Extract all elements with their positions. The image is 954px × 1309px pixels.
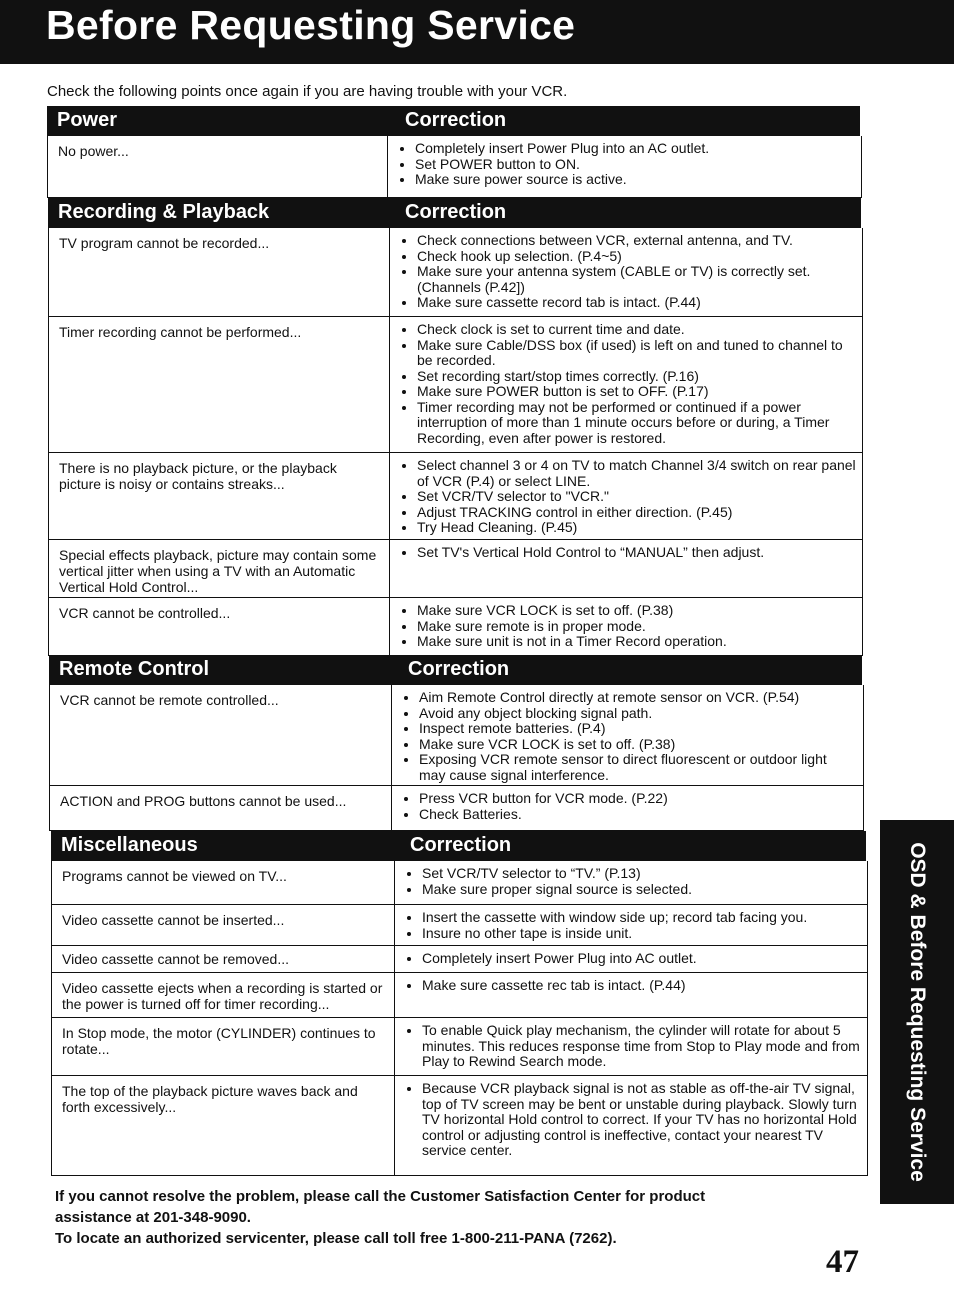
correction-cell xyxy=(395,1076,867,1175)
problem-text: There is no playback picture, or the playback picture is noisy or contains streaks... xyxy=(49,453,390,539)
problem-text: Video cassette cannot be inserted... xyxy=(52,905,395,945)
correction-cell xyxy=(392,786,863,830)
table-row xyxy=(49,453,862,540)
section-heading-bar xyxy=(48,198,861,228)
section-heading-bar xyxy=(51,831,866,861)
correction-item: • Check Batteries. xyxy=(419,807,857,823)
correction-item: • Set recording start/stop times correctly. (P.16) xyxy=(417,369,856,385)
correction-item: • Adjust TRACKING control in either direction. (P.45) xyxy=(417,505,856,521)
problem-text: The top of the playback picture waves back and forth excessively... xyxy=(52,1076,395,1175)
correction-item: • Insure no other tape is inside unit. xyxy=(422,926,861,942)
correction-heading: Correction xyxy=(405,109,507,131)
table-row xyxy=(52,861,867,905)
table-row xyxy=(52,1076,867,1176)
correction-item: • To enable Quick play mechanism, the cylinder will rotate for about 5 minutes. This reduces response time from Stop to Play mode and from Play to Rewind Search mode. xyxy=(422,1023,861,1070)
correction-item: • Make sure VCR LOCK is set to off. (P.38) xyxy=(419,737,857,753)
problem-text: Video cassette cannot be removed... xyxy=(52,946,395,972)
troubleshoot-table xyxy=(47,136,862,198)
table-row xyxy=(52,905,867,946)
table-row xyxy=(50,685,863,786)
correction-cell xyxy=(390,228,862,316)
page-header xyxy=(0,0,954,64)
correction-item: • Make sure your antenna system (CABLE or TV) is correctly set. (Channels (P.42]) xyxy=(417,264,856,295)
correction-cell xyxy=(390,540,862,597)
problem-text: Timer recording cannot be performed... xyxy=(49,317,390,452)
correction-cell xyxy=(390,598,862,655)
footer-notice xyxy=(55,1186,755,1249)
correction-item: • Aim Remote Control directly at remote sensor on VCR. (P.54) xyxy=(419,690,857,706)
table-row xyxy=(48,136,861,198)
table-row xyxy=(52,946,867,973)
correction-item: • Exposing VCR remote sensor to direct fluorescent or outdoor light may cause signal interference. xyxy=(419,752,857,783)
section-heading: Remote Control xyxy=(59,658,209,680)
chapter-side-tab xyxy=(880,820,954,1204)
problem-text: VCR cannot be controlled... xyxy=(49,598,390,655)
table-row xyxy=(52,973,867,1018)
table-row xyxy=(49,317,862,453)
table-row xyxy=(49,228,862,317)
problem-text: VCR cannot be remote controlled... xyxy=(50,685,392,785)
table-row xyxy=(50,786,863,831)
section-heading: Power xyxy=(57,109,118,131)
correction-item: • Make sure Cable/DSS box (if used) is left on and tuned to channel to be recorded. xyxy=(417,338,856,369)
section-heading-bar xyxy=(47,106,860,136)
table-row xyxy=(49,598,862,656)
problem-text: No power... xyxy=(48,136,388,197)
correction-item: • Make sure VCR LOCK is set to off. (P.38) xyxy=(417,603,856,619)
intro-text: Check the following points once again if you are having trouble with your VCR. xyxy=(47,83,568,100)
problem-text: Special effects playback, picture may contain some vertical jitter when using a TV with an Automatic Vertical Hold Control... xyxy=(49,540,390,597)
correction-cell xyxy=(395,973,867,1017)
troubleshoot-table xyxy=(48,228,863,656)
correction-heading: Correction xyxy=(405,201,507,223)
correction-cell xyxy=(395,861,867,904)
section-heading: Recording & Playback xyxy=(58,201,270,223)
correction-item: • Set VCR/TV selector to “TV.” (P.13) xyxy=(422,866,861,882)
troubleshoot-table xyxy=(49,685,864,831)
correction-item: • Completely insert Power Plug into an AC outlet. xyxy=(415,141,855,157)
correction-cell xyxy=(392,685,863,785)
correction-item: • Set TV's Vertical Hold Control to “MANUAL” then adjust. xyxy=(417,545,856,561)
correction-cell xyxy=(395,1018,867,1075)
page-title: Before Requesting Service xyxy=(46,2,576,48)
correction-cell xyxy=(390,453,862,539)
correction-item: • Set VCR/TV selector to "VCR." xyxy=(417,489,856,505)
correction-item: • Make sure proper signal source is selected. xyxy=(422,882,861,898)
correction-cell xyxy=(395,905,867,945)
correction-item: • Inspect remote batteries. (P.4) xyxy=(419,721,857,737)
correction-item: • Set POWER button to ON. xyxy=(415,157,855,173)
correction-item: • Completely insert Power Plug into AC outlet. xyxy=(422,951,861,967)
correction-item: • Try Head Cleaning. (P.45) xyxy=(417,520,856,536)
correction-item: • Check clock is set to current time and date. xyxy=(417,322,856,338)
section-heading: Miscellaneous xyxy=(61,834,198,856)
correction-item: • Because VCR playback signal is not as stable as off-the-air TV signal, top of TV screen may be bent or unstable during playback. Slowly turn TV horizontal Hold control to correct. If your TV has no horizontal Hold control or adjusting control is ineffective, contact your nearest TV service center. xyxy=(422,1081,861,1159)
problem-text: TV program cannot be recorded... xyxy=(49,228,390,316)
correction-item: • Make sure remote is in proper mode. xyxy=(417,619,856,635)
correction-item: • Check connections between VCR, external antenna, and TV. xyxy=(417,233,856,249)
table-row xyxy=(52,1018,867,1076)
problem-text: In Stop mode, the motor (CYLINDER) continues to rotate... xyxy=(52,1018,395,1075)
correction-cell xyxy=(390,317,862,452)
chapter-tab-label: OSD & Before Requesting Service xyxy=(906,842,929,1182)
correction-cell xyxy=(395,946,867,972)
footer-line-1: If you cannot resolve the problem, please call the Customer Satisfaction Center for product assistance at 201-348-9090. xyxy=(55,1188,706,1226)
section-heading-bar xyxy=(49,655,862,685)
correction-heading: Correction xyxy=(408,658,510,680)
correction-item: • Make sure power source is active. xyxy=(415,172,855,188)
correction-cell xyxy=(388,136,861,197)
correction-item: • Make sure POWER button is set to OFF. (P.17) xyxy=(417,384,856,400)
correction-item: • Press VCR button for VCR mode. (P.22) xyxy=(419,791,857,807)
footer-line-2: To locate an authorized servicenter, please call toll free 1-800-211-PANA (7262). xyxy=(55,1230,617,1247)
correction-item: • Insert the cassette with window side up; record tab facing you. xyxy=(422,910,861,926)
problem-text: Programs cannot be viewed on TV... xyxy=(52,861,395,904)
correction-item: • Make sure cassette rec tab is intact. (P.44) xyxy=(422,978,861,994)
page-number: 47 xyxy=(826,1244,859,1280)
correction-item: • Timer recording may not be performed or continued if a power interruption of more than 1 minute occurs before or during, a Timer Recording, even after power is restored. xyxy=(417,400,856,447)
correction-item: • Avoid any object blocking signal path. xyxy=(419,706,857,722)
correction-item: • Check hook up selection. (P.4~5) xyxy=(417,249,856,265)
correction-item: • Select channel 3 or 4 on TV to match Channel 3/4 switch on rear panel of VCR (P.4) or select LINE. xyxy=(417,458,856,489)
correction-heading: Correction xyxy=(410,834,512,856)
table-row xyxy=(49,540,862,598)
correction-item: • Make sure unit is not in a Timer Record operation. xyxy=(417,634,856,650)
correction-item: • Make sure cassette record tab is intact. (P.44) xyxy=(417,295,856,311)
problem-text: ACTION and PROG buttons cannot be used... xyxy=(50,786,392,830)
problem-text: Video cassette ejects when a recording is started or the power is turned off for timer recording... xyxy=(52,973,395,1017)
troubleshoot-table xyxy=(51,861,868,1176)
